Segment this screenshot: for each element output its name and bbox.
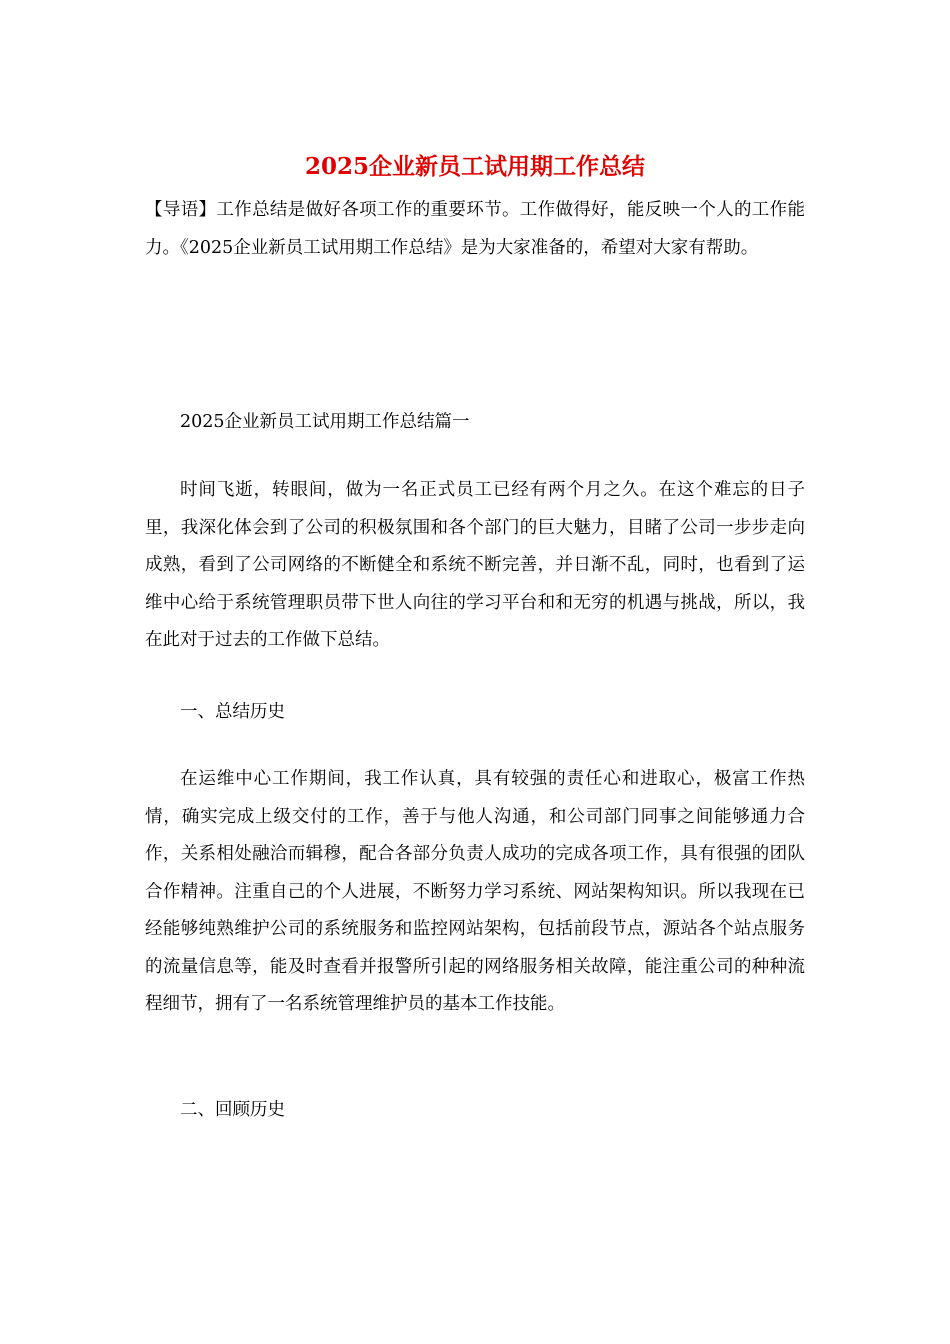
document-title: 2025企业新员工试用期工作总结 [304,153,645,180]
intro-paragraph: 【导语】工作总结是做好各项工作的重要环节。工作做得好，能反映一个人的工作能力。《2025企业新员工试用期工作总结》是为大家准备的，希望对大家有帮助。 [145,200,805,258]
body-paragraph-1: 时间飞逝，转眼间，做为一名正式员工已经有两个月之久。在这个难忘的日子里，我深化体会到了公司的积极氛围和各个部门的巨大魅力，目睹了公司一步步走向成熟，看到了公司网络的不断健全和系统不断完善，并日渐不乱，同时，也看到了运维中心给于系统管理职员带下世人向往的学习平台和和无穷的机遇与挑战，所以，我在此对于过去的工作做下总结。 [145,480,805,650]
body-paragraph-2: 在运维中心工作期间，我工作认真，具有较强的责任心和进取心，极富工作热情，确实完成上级交付的工作，善于与他人沟通，和公司部门同事之间能够通力合作，关系相处融洽而辑穆，配合各部分负责人成功的完成各项工作，具有很强的团队合作精神。注重自己的个人进展，不断努力学习系统、网站架构知识。所以我现在已经能够纯熟维护公司的系统服务和监控网站架构，包括前段节点，源站各个站点服务的流量信息等，能及时查看并报警所引起的网络服务相关故障，能注重公司的种种流程细节，拥有了一名系统管理维护员的基本工作技能。 [145,769,805,1014]
heading-review: 二、回顾历史 [180,1100,285,1120]
heading-summary: 一、总结历史 [180,702,285,722]
section-title: 2025企业新员工试用期工作总结篇一 [180,412,470,432]
